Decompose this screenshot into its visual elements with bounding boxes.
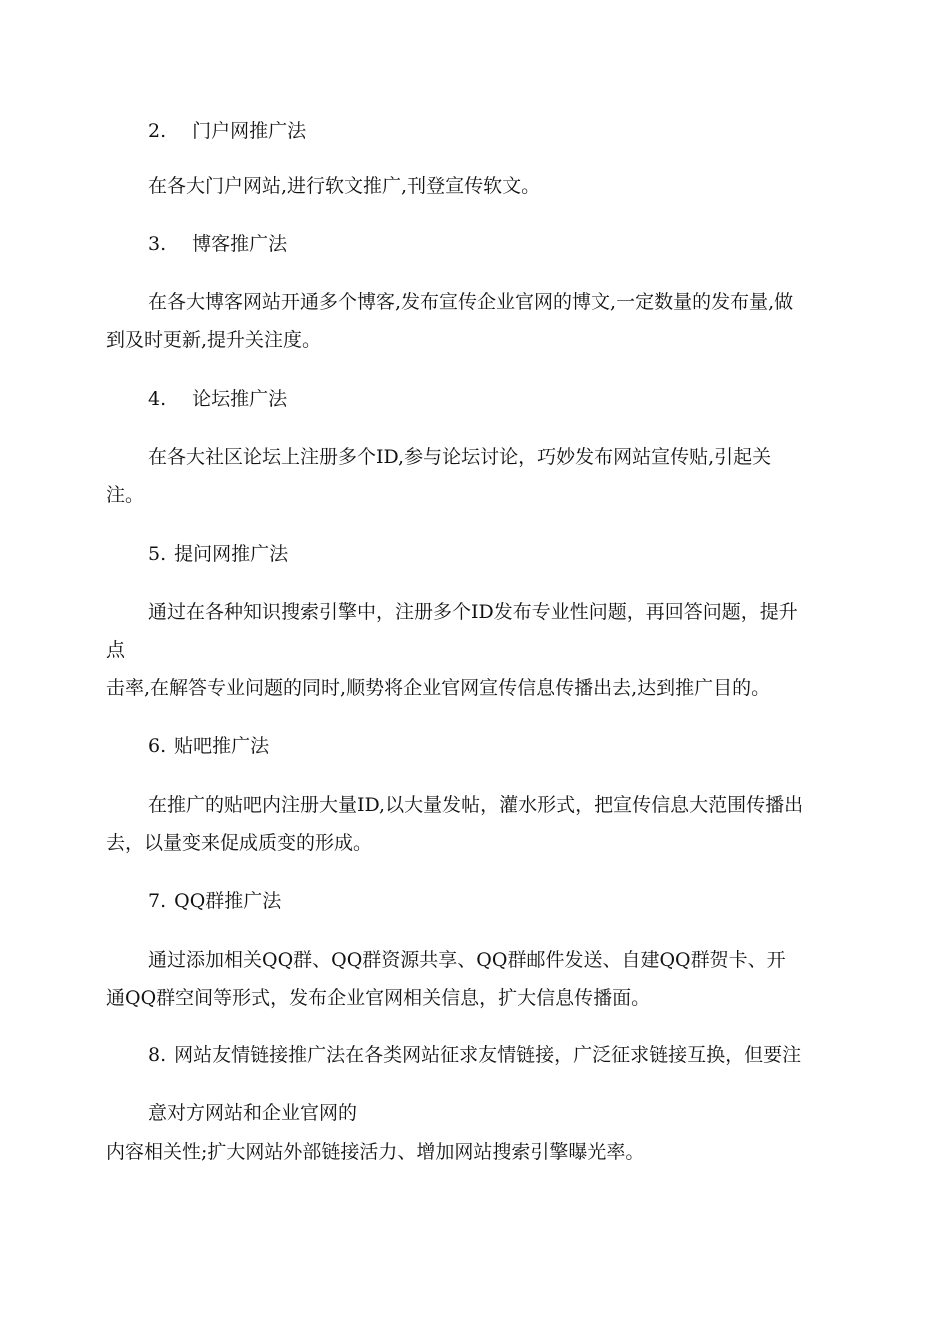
paragraph-line: 在各大门户网站,进行软文推广,刊登宣传软文。: [148, 175, 541, 197]
paragraph-line: 在各大博客网站开通多个博客,发布宣传企业官网的博文,一定数量的发布量,做: [148, 291, 794, 313]
paragraph-line: 去，以量变来促成质变的形成。: [106, 832, 373, 854]
section-number: 5.: [148, 543, 167, 565]
paragraph-line: 点: [106, 639, 126, 661]
section-title: 贴吧推广法: [174, 735, 270, 757]
paragraph-line: 意对方网站和企业官网的: [148, 1102, 358, 1124]
section-heading: [148, 386, 287, 412]
section-number: 4.: [148, 388, 167, 410]
section-heading: [148, 888, 281, 914]
section-title: 网站友情链接推广法在各类网站征求友情链接，广泛征求链接互换，但要注: [174, 1044, 802, 1066]
section-number: 2.: [148, 120, 167, 142]
paragraph-line: 通QQ群空间等形式，发布企业官网相关信息，扩大信息传播面。: [106, 987, 651, 1009]
section-number: 8.: [148, 1044, 167, 1066]
paragraph-line: 内容相关性;扩大网站外部链接活力、增加网站搜索引擎曝光率。: [106, 1141, 645, 1163]
section-number: 3.: [148, 233, 167, 255]
paragraph-line: 击率,在解答专业问题的同时,顺势将企业官网宣传信息传播出去,达到推广目的。: [106, 677, 771, 699]
section-title: 门户网推广法: [192, 120, 307, 142]
section-title: QQ群推广法: [174, 890, 282, 912]
section-heading: [148, 541, 288, 567]
section-title: 论坛推广法: [192, 388, 288, 410]
paragraph-line: 到及时更新,提升关注度。: [106, 329, 322, 351]
paragraph-line: 通过添加相关QQ群、QQ群资源共享、QQ群邮件发送、自建QQ群贺卡、开: [148, 949, 786, 971]
section-heading: [148, 118, 306, 144]
paragraph-line: 注。: [106, 484, 145, 506]
paragraph-line: 在各大社区论坛上注册多个ID,参与论坛讨论，巧妙发布网站宣传贴,引起关: [148, 446, 772, 468]
section-heading: [148, 733, 269, 759]
section-heading: [148, 1042, 801, 1068]
section-title: 提问网推广法: [174, 543, 289, 565]
section-number: 6.: [148, 735, 167, 757]
paragraph-line: 在推广的贴吧内注册大量ID,以大量发帖，灌水形式，把宣传信息大范围传播出: [148, 794, 804, 816]
section-number: 7.: [148, 890, 167, 912]
paragraph-line: 通过在各种知识搜索引擎中，注册多个ID发布专业性问题，再回答问题，提升: [148, 601, 798, 623]
section-title: 博客推广法: [192, 233, 288, 255]
section-heading: [148, 231, 287, 257]
